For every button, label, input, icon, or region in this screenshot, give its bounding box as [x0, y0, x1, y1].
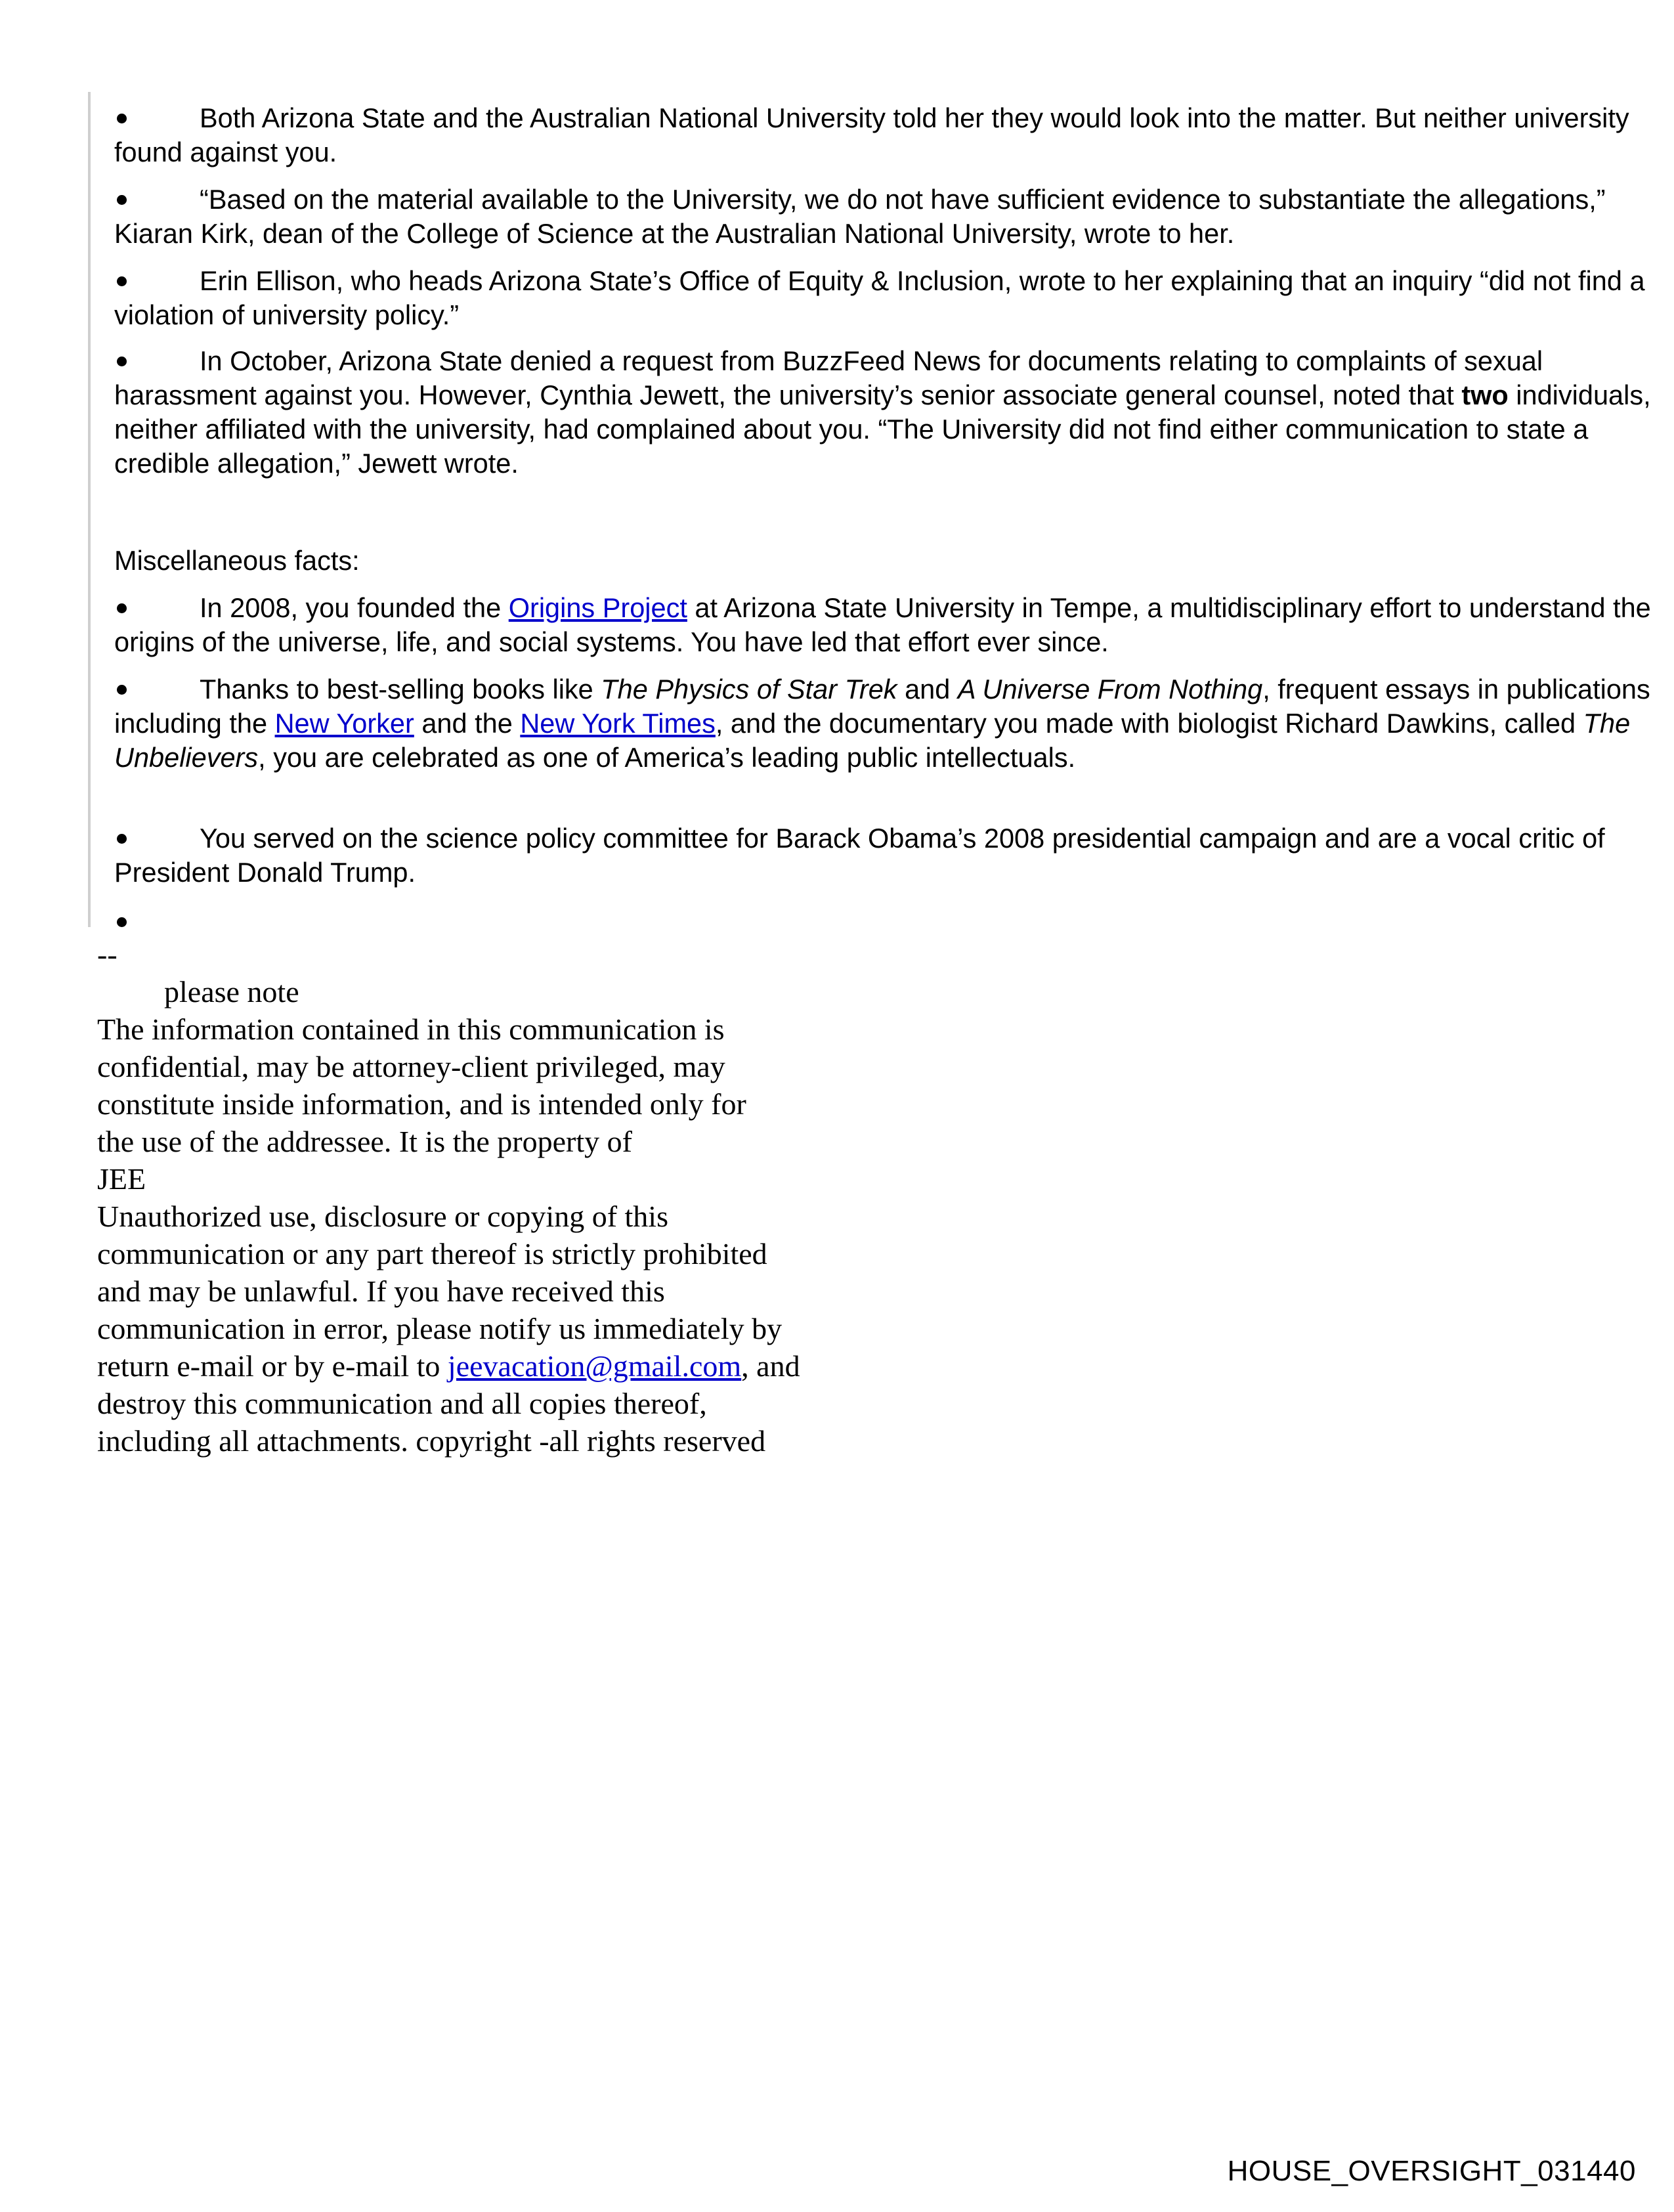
notice-line: The information contained in this communication is: [97, 1012, 725, 1046]
italic-title: A Universe From Nothing: [957, 674, 1263, 705]
text-segment: You served on the science policy committee for Barack Obama’s 2008 presidential campaign and are a vocal critic of President Donald Trump.: [114, 823, 1605, 888]
notice-line: constitute inside information, and is intended only for: [97, 1087, 746, 1121]
bullet-item: [114, 183, 1674, 251]
document-id: HOUSE_OVERSIGHT_031440: [1227, 2155, 1636, 2187]
text-segment: Thanks to best-selling books like: [200, 674, 601, 705]
bullet-dot-icon: [117, 276, 127, 286]
bullet-item: [114, 101, 1674, 169]
text-segment: and the: [414, 708, 521, 739]
bullet-dot-icon: [117, 357, 127, 366]
inline-link[interactable]: Origins Project: [508, 592, 687, 623]
bullet-item: [114, 264, 1674, 332]
bullet-dot-icon: [117, 603, 127, 613]
italic-title: The Unbelievers: [114, 708, 1631, 773]
email-line-suffix: , and: [741, 1349, 800, 1383]
misc-heading: Miscellaneous facts:: [114, 545, 360, 576]
bold-text: two: [1461, 380, 1509, 410]
bullet-marker: [114, 344, 200, 378]
notice-line: communication in error, please notify us immediately by: [97, 1312, 783, 1345]
bullet-dot-icon: [117, 195, 127, 205]
text-segment: individuals, neither affiliated with the university, had complained about you. “The University did not find either communication to state a credible allegation,” Jewett wrote.: [114, 380, 1651, 479]
notice-line: including all attachments. copyright -all rights reserved: [97, 1424, 766, 1458]
text-segment: and: [897, 674, 958, 705]
notice-line: and may be unlawful. If you have received this: [97, 1274, 665, 1308]
bullet-marker: [114, 264, 200, 298]
bullet-marker: [114, 591, 200, 625]
bullet-item: [114, 591, 1674, 659]
inline-link[interactable]: New York Times: [520, 708, 716, 739]
bullet-marker: [114, 101, 200, 135]
bullet-dot-icon: [117, 917, 127, 927]
bullet-item: [114, 905, 1674, 939]
inline-link[interactable]: New Yorker: [274, 708, 414, 739]
notice-line: the use of the addressee. It is the property of: [97, 1125, 632, 1158]
bullet-marker: [114, 905, 200, 939]
italic-title: The Physics of Star Trek: [601, 674, 897, 705]
quoted-block: [88, 92, 1651, 927]
text-segment: In 2008, you founded the: [200, 592, 509, 623]
notice-line: destroy this communication and all copies thereof,: [97, 1387, 707, 1420]
text-segment: Both Arizona State and the Australian National University told her they would look into the matter. But neither university found against you.: [114, 102, 1629, 167]
email-line-prefix: return e-mail or by e-mail to: [97, 1349, 448, 1383]
email-link[interactable]: jeevacation@gmail.com: [447, 1349, 742, 1383]
bullet-marker: [114, 672, 200, 706]
text-segment: , and the documentary you made with biologist Richard Dawkins, called: [715, 708, 1583, 739]
notice-line: JEE: [97, 1162, 146, 1196]
notice-line: confidential, may be attorney-client privileged, may: [97, 1050, 725, 1083]
notice-line: Unauthorized use, disclosure or copying of this: [97, 1200, 668, 1233]
please-note-label: please note: [164, 975, 299, 1008]
bullet-item: [114, 821, 1674, 890]
notice-line: communication or any part thereof is strictly prohibited: [97, 1237, 767, 1270]
text-segment: , frequent essays in publications including the: [114, 674, 1650, 739]
text-segment: In October, Arizona State denied a request from BuzzFeed News for documents relating to complaints of sexual harassment against you. However, Cynthia Jewett, the university’s senior associate general counsel, noted that: [114, 345, 1543, 410]
notice-email-line: [97, 1347, 800, 1385]
bullet-dot-icon: [117, 685, 127, 695]
bullet-dot-icon: [117, 114, 127, 123]
bullet-item: [114, 344, 1674, 481]
text-segment: , you are celebrated as one of America’s leading public intellectuals.: [258, 742, 1076, 773]
bullet-dot-icon: [117, 834, 127, 844]
bullet-marker: [114, 821, 200, 856]
text-segment: “Based on the material available to the University, we do not have sufficient evidence to substantiate the allegations,” Kiaran Kirk, dean of the College of Science at the Australian National University, wrote to her.: [114, 184, 1606, 249]
bullet-item: [114, 672, 1674, 775]
text-segment: at Arizona State University in Tempe, a multidisciplinary effort to understand the origins of the universe, life, and social systems. You have led that effort ever since.: [114, 592, 1651, 657]
bullet-marker: [114, 183, 200, 217]
text-segment: Erin Ellison, who heads Arizona State’s Office of Equity & Inclusion, wrote to her explaining that an inquiry “did not find a violation of university policy.”: [114, 265, 1645, 330]
signature-separator: --: [97, 938, 118, 971]
